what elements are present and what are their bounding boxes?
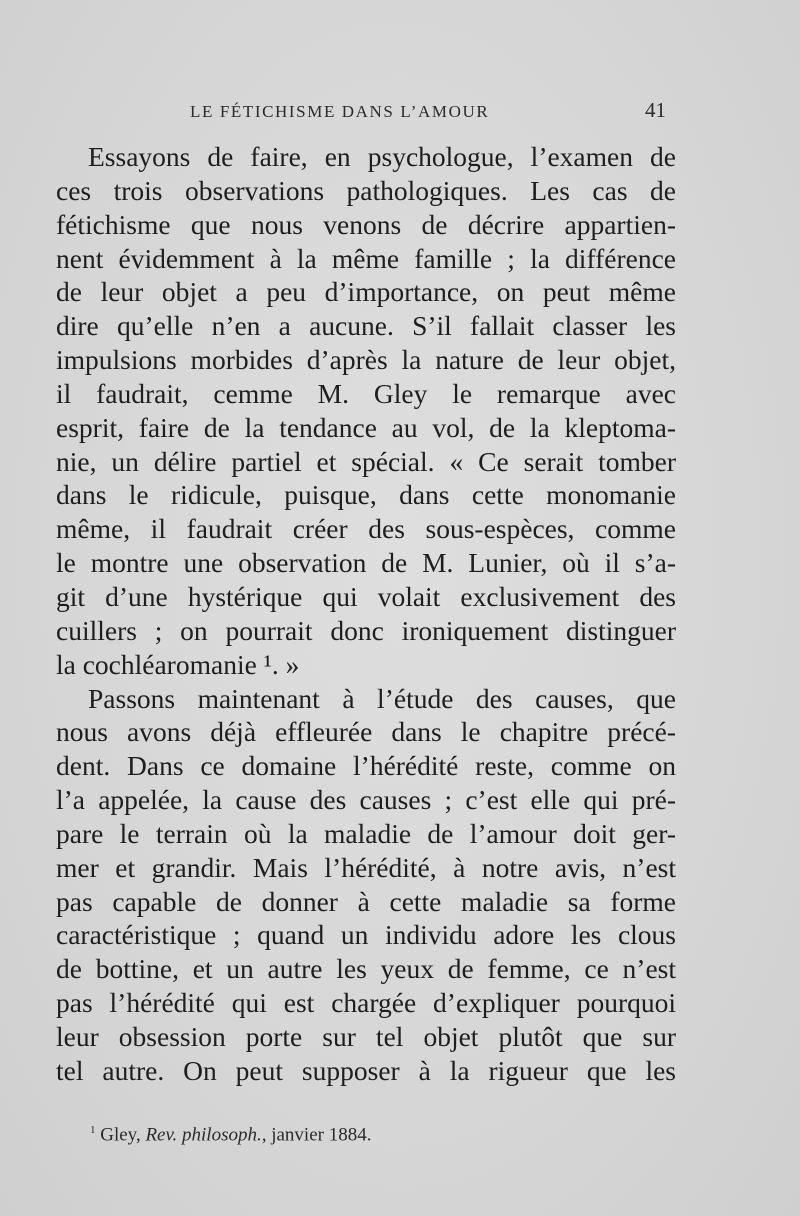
footnote-journal: Rev. philosoph., [145, 1124, 267, 1146]
text-line: dent. Dans ce domaine l’hérédité reste, comme on [56, 750, 676, 782]
text-line: pare le terrain où la maladie de l’amour doit ger- [56, 817, 676, 849]
text-line: nie, un délire partiel et spécial. « Ce serait tomber [56, 445, 676, 477]
page-number: 41 [645, 98, 666, 122]
text-line: fétichisme que nous venons de décrire appartien- [56, 208, 676, 240]
running-title: LE FÉTICHISME DANS L’AMOUR [190, 102, 490, 121]
paragraph-1 [56, 140, 676, 682]
text-line: caractéristique ; quand un individu adore les clous [56, 919, 676, 951]
footnote-marker: 1 [90, 1124, 96, 1136]
text-line: même, il faudrait créer des sous-espèces, comme [56, 513, 676, 545]
text-line: git d’une hystérique qui volait exclusivement des [56, 580, 676, 612]
text-line: esprit, faire de la tendance au vol, de la kleptoma- [56, 411, 676, 443]
footnote-author: Gley, [100, 1124, 141, 1146]
text-line: mer et grandir. Mais l’hérédité, à notre avis, n’est [56, 851, 676, 883]
text-line: Passons maintenant à l’étude des causes, que [88, 682, 676, 714]
footnote [90, 1124, 371, 1146]
text-line: dire qu’elle n’en a aucune. S’il fallait classer les [56, 310, 676, 342]
text-line: la cochléaromanie ¹. » [56, 648, 300, 680]
text-line: de leur objet a peu d’importance, on peut même [56, 276, 676, 308]
text-line: de bottine, et un autre les yeux de femme, ce n’est [56, 953, 676, 985]
text-line: l’a appelée, la cause des causes ; c’est elle qui pré- [56, 784, 676, 816]
text-line: dans le ridicule, puisque, dans cette monomanie [56, 479, 676, 511]
text-line: impulsions morbides d’après la nature de leur objet, [56, 344, 676, 376]
text-line: pas l’hérédité qui est chargée d’expliquer pourquoi [56, 987, 676, 1019]
text-line: il faudrait, cemme M. Gley le remarque avec [56, 377, 676, 409]
text-line: nous avons déjà effleurée dans le chapitre précé- [56, 716, 676, 748]
text-line: nent évidemment à la même famille ; la différence [56, 242, 676, 274]
text-line: le montre une observation de M. Lunier, où il s’a- [56, 547, 676, 579]
text-line: Essayons de faire, en psychologue, l’examen de [88, 141, 676, 172]
body-text [56, 140, 676, 1088]
running-head [190, 98, 670, 132]
text-line: pas capable de donner à cette maladie sa forme [56, 885, 676, 917]
text-line: cuillers ; on pourrait donc ironiquement distinguer [56, 614, 676, 646]
text-line: tel autre. On peut supposer à la rigueur que les [56, 1054, 676, 1086]
paragraph-2 [56, 682, 676, 1088]
text-line: leur obsession porte sur tel objet plutôt que sur [56, 1020, 676, 1052]
text-line: ces trois observations pathologiques. Les cas de [56, 174, 676, 206]
footnote-date: janvier 1884. [271, 1124, 372, 1146]
